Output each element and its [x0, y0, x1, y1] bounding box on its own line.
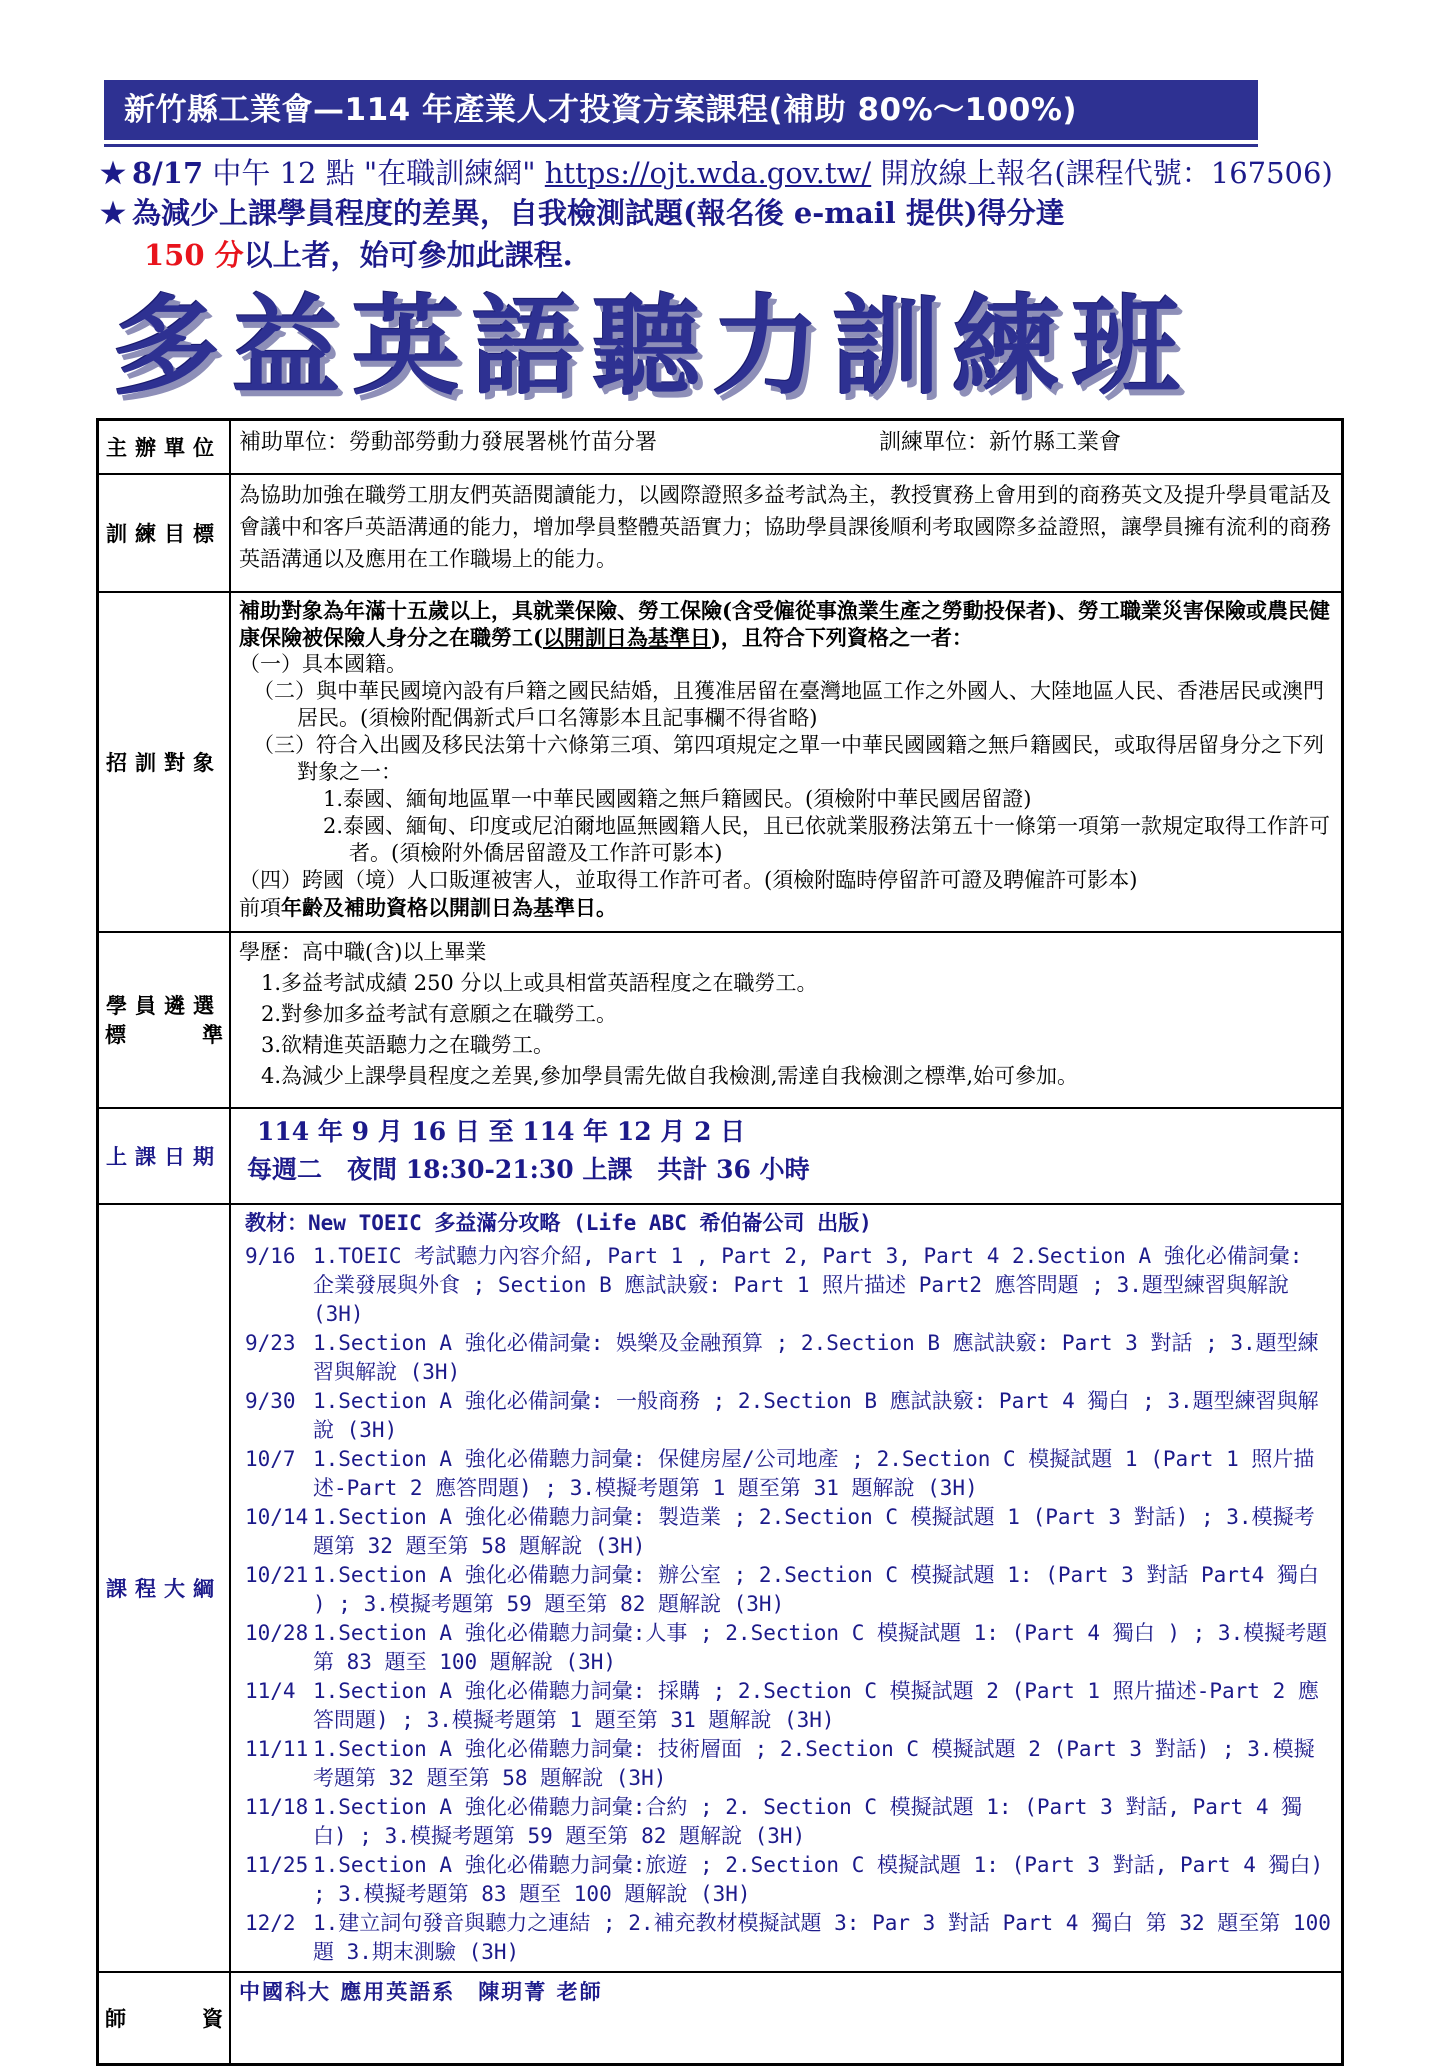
syllabus-row [98, 1204, 1343, 1972]
objective-text: 為協助加強在職勞工朋友們英語閱讀能力，以國際證照多益考試為主，教授實務上會用到的商務英文及提升學員電話及會議中和客戶英語溝通的能力，增加學員整體英語實力；協助學員課後順利考取國際多益證照，讓學員擁有流利的商務英語溝通以及應用在工作職場上的能力。 [230, 474, 1343, 592]
registration-link[interactable]: https://ojt.wda.gov.tw/ [544, 156, 872, 190]
teacher-name: 中國科大 應用英語系 陳玥菁 老師 [230, 1972, 1343, 2065]
organizer-label: 主辦單位 [98, 420, 231, 475]
syllabus-list [245, 1242, 1333, 1967]
target-intro [239, 597, 1333, 651]
session-date: 11/4 [245, 1679, 296, 1703]
selection-label-bottom [99, 1020, 229, 1049]
teacher-label-right: 資 [202, 2005, 223, 2031]
selection-item: 4.為減少上課學員程度之差異,參加學員需先做自我檢測,需達自我檢測之標準,始可參加。 [261, 1064, 1079, 1088]
training-unit: 訓練單位：新竹縣工業會 [879, 430, 1122, 455]
session-content: 1.Section A 強化必備聽力詞彙: 辦公室 ; 2.Section C 模擬試題 1: (Part 3 對話 Part4 獨白 ) ; 3.模擬考題第 59 題至第 82 題解說 (3H) [313, 1563, 1319, 1616]
selection-label-top: 學員遴選 [106, 993, 222, 1018]
selection-content [230, 932, 1343, 1108]
target-item-2: （二）與中華民國境內設有戶籍之國民結婚，且獲准居留在臺灣地區工作之外國人、大陸地區人民、香港居民或澳門居民。(須檢附配偶新式戶口名簿影本且記事欄不得省略) [253, 679, 1324, 730]
schedule-dates: 114 年 9 月 16 日 至 114 年 12 月 2 日 [257, 1117, 746, 1146]
syllabus-session [245, 1735, 1333, 1793]
session-content: 1.Section A 強化必備詞彙: 娛樂及金融預算 ; 2.Section B 應試訣竅: Part 3 對話 ; 3.題型練習與解說 (3H) [313, 1331, 1319, 1384]
objective-row [98, 474, 1343, 592]
syllabus-session [245, 1387, 1333, 1445]
teacher-label [98, 1972, 231, 2065]
self-test-notice [100, 194, 1065, 232]
selection-row [98, 932, 1343, 1108]
registration-date: 8/17 [132, 156, 204, 190]
registration-text: 中午 12 點 "在職訓練網" [203, 156, 545, 190]
session-content: 1.建立詞句發音與聽力之連結 ; 2.補充教材模擬試題 3: Par 3 對話 Part 4 獨白 第 32 題至第 100 題 3.期末測驗 (3H) [313, 1911, 1331, 1964]
session-content: 1.Section A 強化必備聽力詞彙: 製造業 ; 2.Section C 模擬試題 1 (Part 3 對話) ; 3.模擬考題第 32 題至第 58 題解說 (3H) [313, 1505, 1315, 1558]
schedule-label: 上課日期 [98, 1108, 231, 1204]
self-test-text: 為減少上課學員程度的差異，自我檢測試題(報名後 e-mail 提供)得分達 [132, 196, 1065, 230]
organizer-row [98, 420, 1343, 475]
session-date: 11/11 [245, 1737, 309, 1761]
syllabus-session [245, 1561, 1333, 1619]
teacher-label-left: 師 [105, 2005, 126, 2031]
organizer-content [230, 420, 1343, 475]
sponsor-unit: 補助單位：勞動部勞動力發展署桃竹苗分署 [239, 430, 658, 455]
target-footer-b: 年齡及補助資格以開訓日為基準日。 [281, 895, 617, 920]
self-test-text-cont: 以上者，始可參加此課程. [243, 238, 573, 272]
selection-label-bottom-left: 標 [105, 1022, 126, 1047]
star-icon: ★ [100, 196, 126, 230]
schedule-content [230, 1108, 1343, 1204]
registration-notice [100, 154, 1333, 192]
target-footer-a: 前項 [239, 896, 281, 920]
selection-item: 1.多益考試成績 250 分以上或具相當英語程度之在職勞工。 [261, 971, 818, 995]
syllabus-textbook: 教材：New TOEIC 多益滿分攻略 (Life ABC 希伯崙公司 出版) [245, 1211, 872, 1235]
syllabus-session [245, 1503, 1333, 1561]
selection-label-bottom-right: 準 [202, 1022, 223, 1047]
session-date: 9/16 [245, 1244, 296, 1268]
syllabus-session [245, 1793, 1333, 1851]
session-date: 10/14 [245, 1505, 309, 1529]
self-test-notice-cont [144, 236, 573, 274]
session-content: 1.Section A 強化必備聽力詞彙: 採購 ; 2.Section C 模擬試題 2 (Part 1 照片描述-Part 2 應答問題) ; 3.模擬考題第 1 題至第 31 題解說 (3H) [313, 1679, 1319, 1732]
syllabus-session [245, 1677, 1333, 1735]
teacher-row [98, 1972, 1343, 2065]
target-item-3: （三）符合入出國及移民法第十六條第三項、第四項規定之單一中華民國國籍之無戶籍國民，或取得居留身分之下列對象之一： [253, 733, 1324, 784]
registration-course-code: 開放線上報名(課程代號：167506) [871, 156, 1333, 190]
syllabus-session [245, 1909, 1333, 1967]
syllabus-session [245, 1242, 1333, 1329]
target-footer [239, 894, 1333, 922]
session-date: 10/28 [245, 1621, 309, 1645]
syllabus-content [230, 1204, 1343, 1972]
session-date: 9/23 [245, 1331, 296, 1355]
session-date: 11/25 [245, 1853, 309, 1877]
schedule-times: 每週二 夜間 18:30-21:30 上課 共計 36 小時 [247, 1155, 810, 1184]
header-title-bar: 新竹縣工業會—114 年產業人才投資方案課程(補助 80%～100%) [104, 80, 1258, 140]
schedule-row [98, 1108, 1343, 1204]
target-intro-underlined: 以開訓日為基準日 [542, 625, 711, 650]
target-intro-b: )，且符合下列資格之一者： [710, 625, 973, 650]
syllabus-session [245, 1329, 1333, 1387]
session-date: 9/30 [245, 1389, 296, 1413]
session-content: 1.Section A 強化必備聽力詞彙: 保健房屋/公司地產 ; 2.Section C 模擬試題 1 (Part 1 照片描述-Part 2 應答問題) ; 3.模擬考題第 1 題至第 31 題解說 (3H) [313, 1447, 1315, 1500]
syllabus-session [245, 1851, 1333, 1909]
course-title: 多益英語聽力訓練班 [112, 285, 1193, 410]
session-date: 11/18 [245, 1795, 309, 1819]
session-content: 1.Section A 強化必備聽力詞彙:人事 ; 2.Section C 模擬試題 1: (Part 4 獨白 ) ; 3.模擬考題第 83 題至 100 題解說 (3H) [313, 1621, 1328, 1674]
session-date: 10/7 [245, 1447, 296, 1471]
session-content: 1.Section A 強化必備詞彙: 一般商務 ; 2.Section B 應試訣竅: Part 4 獨白 ; 3.題型練習與解說 (3H) [313, 1389, 1319, 1442]
target-item-3-2: 2.泰國、緬甸、印度或尼泊爾地區無國籍人民，且已依就業服務法第五十一條第一項第一款規定取得工作許可者。(須檢附外僑居留證及工作許可影本) [323, 814, 1331, 865]
target-row [98, 592, 1343, 932]
objective-label: 訓練目標 [98, 474, 231, 592]
star-icon: ★ [100, 156, 126, 190]
session-date: 10/21 [245, 1563, 309, 1587]
session-content: 1.TOEIC 考試聽力內容介紹, Part 1 , Part 2, Part 3, Part 4 2.Section A 強化必備詞彙: 企業發展與外食 ; Section B 應試訣竅: Part 1 照片描述 Part2 應答問題 ; 3.題型練習與解說 (3H) [313, 1244, 1303, 1326]
session-date: 12/2 [245, 1911, 296, 1935]
syllabus-session [245, 1619, 1333, 1677]
course-info-table [96, 418, 1344, 2066]
selection-item: 3.欲精進英語聽力之在職勞工。 [261, 1033, 555, 1057]
syllabus-session [245, 1445, 1333, 1503]
selection-education: 學歷：高中職(含)以上畢業 [239, 940, 487, 964]
target-intro-a: 補助對象為年滿十五歲以上，具就業保險、勞工保險(含受僱從事漁業生產之勞動投保者)、勞工職業災害保險或農民健康保險被保險人身分之在職勞工( [239, 598, 1330, 650]
target-item-4: （四）跨國（境）人口販運被害人，並取得工作許可者。(須檢附臨時停留許可證及聘僱許可影本) [239, 868, 1138, 892]
syllabus-label: 課程大綱 [98, 1204, 231, 1972]
session-content: 1.Section A 強化必備聽力詞彙:旅遊 ; 2.Section C 模擬試題 1: (Part 3 對話, Part 4 獨白) ; 3.模擬考題第 83 題至 100 題解說 (3H) [313, 1853, 1324, 1906]
selection-label [98, 932, 231, 1108]
selection-item: 2.對參加多益考試有意願之在職勞工。 [261, 1002, 618, 1026]
target-item-1: （一）具本國籍。 [239, 652, 407, 676]
target-content [230, 592, 1343, 932]
target-label: 招訓對象 [98, 592, 231, 932]
session-content: 1.Section A 強化必備聽力詞彙: 技術層面 ; 2.Section C 模擬試題 2 (Part 3 對話) ; 3.模擬考題第 32 題至第 58 題解說 (3H) [313, 1737, 1315, 1790]
session-content: 1.Section A 強化必備聽力詞彙:合約 ; 2. Section C 模擬試題 1: (Part 3 對話, Part 4 獨白) ; 3.模擬考題第 59 題至第 82 題解說 (3H) [313, 1795, 1303, 1848]
teacher-label-split [99, 2004, 229, 2033]
score-threshold: 150 分 [144, 238, 244, 272]
target-item-3-1: 1.泰國、緬甸地區單一中華民國國籍之無戶籍國民。(須檢附中華民國居留證) [323, 787, 1032, 811]
